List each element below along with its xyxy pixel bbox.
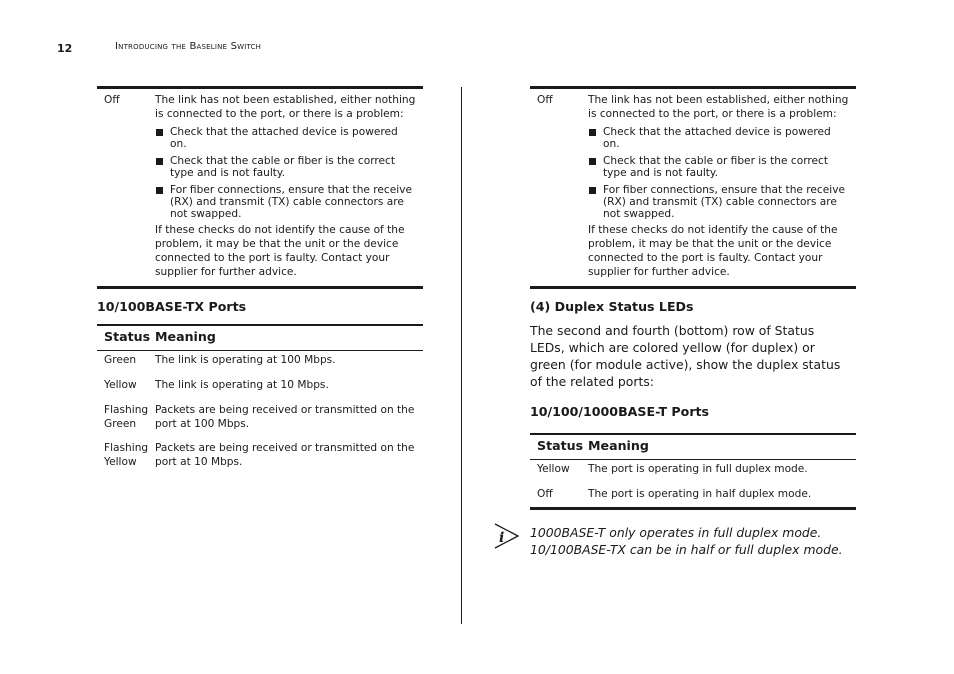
column-header-meaning: Meaning — [588, 438, 649, 453]
meaning-cell: The port is operating in half duplex mode. — [588, 488, 812, 500]
list-item: For fiber connections, ensure that the receive (RX) and transmit (TX) cable connectors are not swapped. — [588, 184, 850, 220]
status-cell: Off — [537, 488, 553, 500]
status-cell: Yellow — [104, 379, 137, 391]
table-header — [97, 326, 423, 351]
meaning-cell: The link is operating at 10 Mbps. — [155, 379, 329, 391]
column-header-meaning: Meaning — [155, 329, 216, 344]
table-row — [530, 93, 856, 279]
off-intro-text: The link has not been established, either nothing is connected to the port, or there is a problem: — [155, 94, 416, 120]
meaning-cell: The port is operating in full duplex mode. — [588, 463, 808, 475]
note-line-1: 1000BASE-T only operates in full duplex mode. — [530, 525, 822, 540]
meaning-cell — [155, 93, 423, 279]
meaning-cell: Packets are being received or transmitted on the port at 100 Mbps. — [155, 404, 415, 430]
right-column — [530, 86, 856, 558]
status-cell: Off — [537, 94, 553, 106]
off-status-table — [97, 86, 423, 289]
table-header — [530, 435, 856, 460]
column-divider — [461, 87, 462, 624]
table-row — [97, 441, 423, 469]
left-column — [97, 86, 423, 469]
list-item: Check that the attached device is powered on. — [588, 126, 850, 150]
column-header-status: Status — [537, 438, 584, 453]
note — [530, 524, 856, 558]
section-title: 10/100BASE-TX Ports — [97, 299, 247, 314]
off-intro-text: The link has not been established, either nothing is connected to the port, or there is a problem: — [588, 94, 849, 120]
list-item: Check that the cable or fiber is the correct type and is not faulty. — [588, 155, 850, 179]
info-icon — [494, 523, 520, 549]
off-outro-text: If these checks do not identify the cause of the problem, it may be that the unit or the device connected to the port is faulty. Contact your supplier for further advice. — [588, 224, 838, 278]
duplex-section-title: (4) Duplex Status LEDs — [530, 299, 694, 314]
list-item: Check that the cable or fiber is the correct type and is not faulty. — [155, 155, 417, 179]
duplex-description: The second and fourth (bottom) row of Status LEDs, which are colored yellow (for duplex) or green (for module active), show the duplex status of the related ports: — [530, 323, 841, 389]
table-row — [97, 93, 423, 279]
list-item: Check that the attached device is powered on. — [155, 126, 417, 150]
checklist — [155, 126, 417, 220]
table-row — [97, 403, 423, 431]
checklist — [588, 126, 850, 220]
table-row — [530, 462, 856, 476]
status-cell: Off — [104, 94, 120, 106]
meaning-cell — [588, 93, 856, 279]
column-header-status: Status — [104, 329, 151, 344]
running-head: Introducing the Baseline Switch — [115, 41, 262, 52]
status-cell: Green — [104, 354, 137, 366]
list-item: For fiber connections, ensure that the receive (RX) and transmit (TX) cable connectors are not swapped. — [155, 184, 417, 220]
ports-table — [97, 324, 423, 469]
duplex-table — [530, 433, 856, 510]
table-row — [97, 378, 423, 392]
meaning-cell: Packets are being received or transmitted on the port at 10 Mbps. — [155, 442, 415, 468]
status-cell: Flashing Yellow — [104, 442, 149, 468]
meaning-cell: The link is operating at 100 Mbps. — [155, 354, 336, 366]
svg-text:i: i — [499, 530, 505, 546]
status-cell: Yellow — [537, 463, 570, 475]
note-line-2: 10/100BASE-TX can be in half or full duplex mode. — [530, 542, 843, 557]
ports-section-title: 10/100/1000BASE-T Ports — [530, 404, 710, 419]
off-outro-text: If these checks do not identify the cause of the problem, it may be that the unit or the device connected to the port is faulty. Contact your supplier for further advice. — [155, 224, 405, 278]
page-number: 12 — [57, 42, 73, 55]
table-row — [97, 353, 423, 367]
status-cell: Flashing Green — [104, 404, 149, 430]
off-status-table — [530, 86, 856, 289]
table-row — [530, 487, 856, 501]
